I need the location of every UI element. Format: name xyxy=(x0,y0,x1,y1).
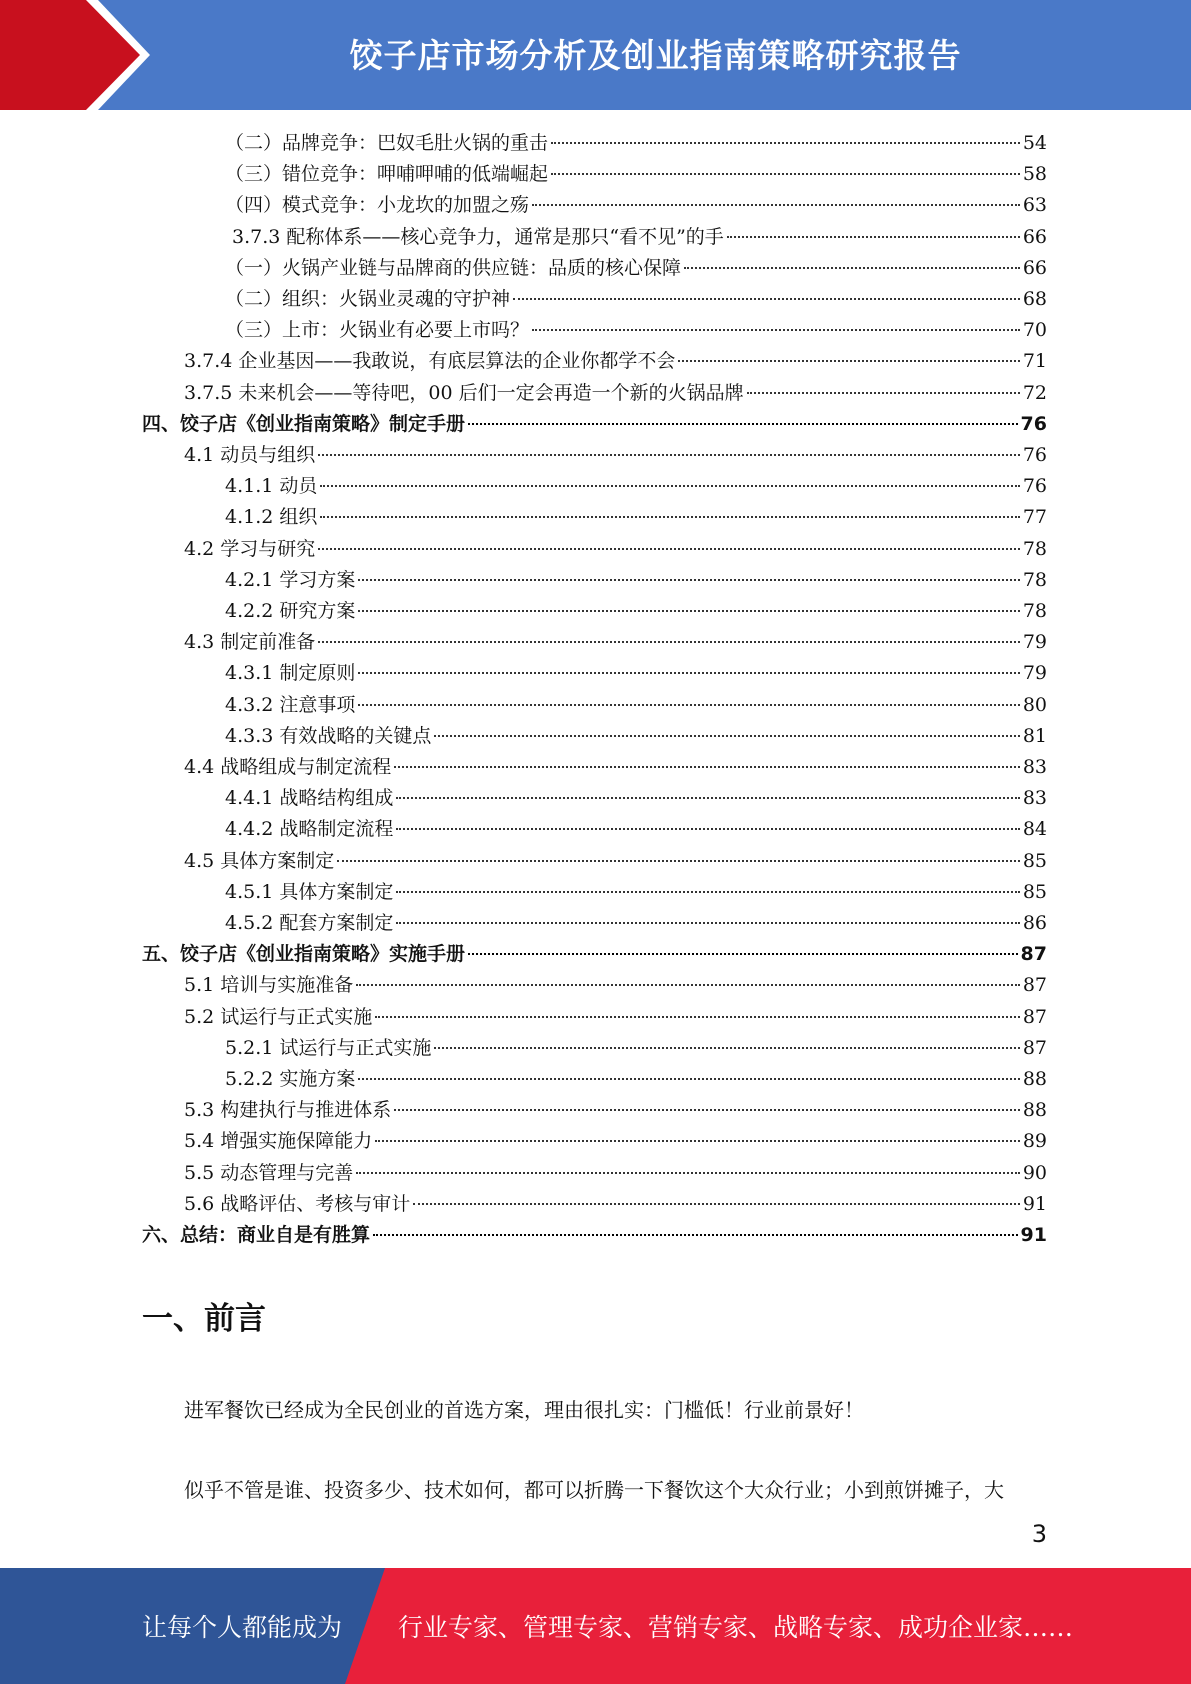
toc-leader-dots xyxy=(396,891,1019,893)
toc-entry-label: 4.3 制定前准备 xyxy=(184,631,316,654)
toc-entry[interactable] xyxy=(0,846,1047,877)
toc-entry-page: 76 xyxy=(1022,444,1047,466)
toc-entry-label: （三）错位竞争：呷哺呷哺的低端崛起 xyxy=(225,163,549,186)
toc-leader-dots xyxy=(396,797,1019,799)
toc-entry-page: 78 xyxy=(1022,568,1047,591)
toc-entry-label: （一）火锅产业链与品牌商的供应链：品质的核心保障 xyxy=(225,256,682,279)
toc-entry-page: 63 xyxy=(1022,194,1047,217)
toc-leader-dots xyxy=(358,579,1019,581)
toc-entry-page: 81 xyxy=(1022,724,1047,747)
toc-entry-label: 4.3.3 有效战略的关键点 xyxy=(225,724,432,747)
toc-entry[interactable] xyxy=(0,877,1047,908)
toc-leader-dots xyxy=(358,1078,1019,1080)
toc-entry[interactable] xyxy=(0,939,1047,970)
toc-entry-label: 4.4 战略组成与制定流程 xyxy=(184,756,392,778)
toc-entry-label: 4.3.2 注意事项 xyxy=(225,693,356,716)
toc-entry-page: 66 xyxy=(1022,225,1047,248)
toc-leader-dots xyxy=(318,641,1020,643)
toc-leader-dots xyxy=(468,423,1018,425)
toc-entry-label: （四）模式竞争：小龙坎的加盟之殇 xyxy=(225,194,530,217)
toc-entry-page: 70 xyxy=(1022,319,1047,342)
toc-entry[interactable] xyxy=(0,1126,1047,1157)
toc-entry-page: 87 xyxy=(1020,943,1047,966)
toc-entry-page: 87 xyxy=(1022,1036,1047,1059)
toc-entry-page: 78 xyxy=(1022,537,1047,560)
toc-entry-page: 79 xyxy=(1022,631,1047,654)
toc-entry-label: 4.3.1 制定原则 xyxy=(225,662,356,685)
toc-entry[interactable] xyxy=(0,471,1047,502)
toc-entry-page: 91 xyxy=(1022,1192,1047,1215)
toc-entry[interactable] xyxy=(0,1189,1047,1220)
toc-entry[interactable] xyxy=(0,440,1047,471)
toc-entry-page: 66 xyxy=(1022,256,1047,279)
toc-leader-dots xyxy=(551,173,1020,175)
page-header xyxy=(0,0,1191,110)
toc-leader-dots xyxy=(318,454,1020,456)
page-number: 3 xyxy=(1031,1520,1047,1548)
toc-leader-dots xyxy=(394,1109,1020,1111)
toc-entry[interactable] xyxy=(0,1095,1047,1126)
toc-leader-dots xyxy=(394,766,1020,768)
toc-entry[interactable] xyxy=(0,596,1047,627)
toc-entry-page: 87 xyxy=(1022,1005,1047,1028)
toc-entry[interactable] xyxy=(0,658,1047,689)
toc-leader-dots xyxy=(434,735,1019,737)
toc-entry-page: 85 xyxy=(1022,849,1047,872)
toc-leader-dots xyxy=(320,485,1019,487)
toc-leader-dots xyxy=(532,329,1020,331)
toc-leader-dots xyxy=(318,548,1020,550)
toc-entry-page: 83 xyxy=(1022,787,1047,810)
toc-leader-dots xyxy=(551,142,1020,144)
toc-entry-page: 58 xyxy=(1022,163,1047,186)
toc-entry[interactable] xyxy=(0,970,1047,1001)
toc-entry-label: 5.2.1 试运行与正式实施 xyxy=(225,1036,432,1059)
toc-entry[interactable] xyxy=(0,1002,1047,1033)
toc-entry[interactable] xyxy=(0,378,1047,409)
toc-entry-label: 4.4.2 战略制定流程 xyxy=(225,818,394,841)
toc-entry-label: 5.3 构建执行与推进体系 xyxy=(184,1099,392,1122)
toc-entry-label: 六、总结：商业自是有胜算 xyxy=(142,1224,371,1246)
toc-entry[interactable] xyxy=(0,721,1047,752)
toc-entry[interactable] xyxy=(0,1220,1047,1251)
toc-entry-label: 5.2.2 实施方案 xyxy=(225,1068,356,1090)
toc-leader-dots xyxy=(513,298,1020,300)
toc-entry-page: 85 xyxy=(1022,880,1047,903)
section-heading: 一、前言 xyxy=(142,1301,266,1337)
toc-entry-page: 88 xyxy=(1022,1099,1047,1122)
toc-entry-label: 4.2.1 学习方案 xyxy=(225,568,356,591)
toc-entry-label: 4.1.1 动员 xyxy=(225,475,318,498)
toc-entry[interactable] xyxy=(0,159,1047,190)
toc-leader-dots xyxy=(320,516,1019,518)
toc-entry[interactable] xyxy=(0,690,1047,721)
toc-leader-dots xyxy=(434,1047,1019,1049)
toc-leader-dots xyxy=(358,672,1019,674)
toc-leader-dots xyxy=(532,204,1020,206)
toc-entry-label: 五、饺子店《创业指南策略》实施手册 xyxy=(142,943,466,966)
toc-entry[interactable] xyxy=(0,346,1047,377)
toc-entry-label: 5.5 动态管理与完善 xyxy=(184,1161,354,1184)
toc-entry-page: 78 xyxy=(1022,600,1047,622)
paragraph: 似乎不管是谁、投资多少、技术如何，都可以折腾一下餐饮这个大众行业；小到煎饼摊子，大 xyxy=(184,1478,1004,1502)
footer-slogan-left: 让每个人都能成为 xyxy=(142,1613,343,1642)
toc-entry-label: 5.2 试运行与正式实施 xyxy=(184,1005,373,1028)
toc-entry-label: 4.1.2 组织 xyxy=(225,506,318,529)
toc-entry-label: 4.5 具体方案制定 xyxy=(184,849,335,872)
toc-leader-dots xyxy=(375,1016,1020,1018)
toc-leader-dots xyxy=(375,1140,1020,1142)
toc-entry-label: 4.5.1 具体方案制定 xyxy=(225,880,394,903)
toc-entry-page: 76 xyxy=(1020,412,1047,435)
toc-entry-page: 76 xyxy=(1022,475,1047,498)
toc-entry-page: 89 xyxy=(1022,1130,1047,1153)
toc-entry[interactable] xyxy=(0,627,1047,658)
toc-entry-label: 3.7.3 配称体系——核心竞争力，通常是那只“看不见”的手 xyxy=(232,225,724,248)
toc-entry[interactable] xyxy=(0,908,1047,939)
toc-leader-dots xyxy=(678,360,1019,362)
toc-leader-dots xyxy=(747,392,1020,394)
toc-leader-dots xyxy=(396,922,1019,924)
toc-leader-dots xyxy=(373,1234,1018,1236)
toc-entry-page: 88 xyxy=(1022,1068,1047,1090)
toc-entry-page: 86 xyxy=(1022,912,1047,934)
toc-leader-dots xyxy=(356,1172,1020,1174)
toc-entry-page: 91 xyxy=(1020,1224,1047,1246)
toc-leader-dots xyxy=(684,267,1020,269)
footer-slogan-right: 行业专家、管理专家、营销专家、战略专家、成功企业家…… xyxy=(398,1613,1074,1642)
toc-entry-label: 4.4.1 战略结构组成 xyxy=(225,787,394,810)
toc-entry-label: 5.4 增强实施保障能力 xyxy=(184,1130,373,1153)
toc-entry-page: 54 xyxy=(1022,132,1047,154)
toc-entry[interactable] xyxy=(0,814,1047,845)
paragraph: 进军餐饮已经成为全民创业的首选方案，理由很扎实：门槛低！行业前景好！ xyxy=(184,1398,864,1422)
toc-entry-label: 3.7.4 企业基因——我敢说，有底层算法的企业你都学不会 xyxy=(184,350,676,373)
toc-entry[interactable] xyxy=(0,752,1047,783)
toc-entry-page: 80 xyxy=(1022,693,1047,716)
toc-entry-page: 83 xyxy=(1022,756,1047,778)
toc-entry[interactable] xyxy=(0,783,1047,814)
toc-entry[interactable] xyxy=(0,534,1047,565)
toc-entry-page: 84 xyxy=(1022,818,1047,841)
toc-entry-label: （二）组织：火锅业灵魂的守护神 xyxy=(225,288,511,310)
toc-entry-label: 4.2.2 研究方案 xyxy=(225,600,356,622)
toc-entry[interactable] xyxy=(0,190,1047,221)
toc-entry[interactable] xyxy=(0,128,1047,159)
toc-entry-page: 79 xyxy=(1022,662,1047,685)
toc-entry-label: 5.1 培训与实施准备 xyxy=(184,974,354,997)
toc-entry[interactable] xyxy=(0,315,1047,346)
toc-entry-page: 87 xyxy=(1022,974,1047,997)
toc-entry[interactable] xyxy=(0,502,1047,533)
toc-leader-dots xyxy=(396,828,1019,830)
toc-leader-dots xyxy=(413,1203,1020,1205)
toc-entry-label: 3.7.5 未来机会——等待吧，00 后们一定会再造一个新的火锅品牌 xyxy=(184,381,744,404)
toc-entry-page: 90 xyxy=(1022,1161,1047,1184)
toc-entry-label: 5.6 战略评估、考核与审计 xyxy=(184,1192,411,1215)
toc-entry-label: 四、饺子店《创业指南策略》制定手册 xyxy=(142,412,466,435)
toc-entry-label: （二）品牌竞争：巴奴毛肚火锅的重击 xyxy=(225,132,549,154)
toc-entry-label: （三）上市：火锅业有必要上市吗？ xyxy=(225,319,530,342)
toc-entry-label: 4.5.2 配套方案制定 xyxy=(225,912,394,934)
toc-entry[interactable] xyxy=(0,565,1047,596)
toc-entry[interactable] xyxy=(0,253,1047,284)
toc-entry[interactable] xyxy=(0,1033,1047,1064)
toc-leader-dots xyxy=(356,984,1020,986)
toc-entry-page: 72 xyxy=(1022,381,1047,404)
toc-leader-dots xyxy=(358,704,1019,706)
toc-entry-label: 4.1 动员与组织 xyxy=(184,444,316,466)
toc-leader-dots xyxy=(358,610,1019,612)
toc-entry[interactable] xyxy=(0,222,1047,253)
toc-leader-dots xyxy=(727,236,1020,238)
toc-entry-page: 68 xyxy=(1022,288,1047,310)
toc-entry[interactable] xyxy=(0,284,1047,315)
toc-entry[interactable] xyxy=(0,1064,1047,1095)
toc-leader-dots xyxy=(468,953,1018,955)
toc-entry-page: 71 xyxy=(1022,350,1047,373)
page-footer xyxy=(0,1568,1191,1684)
toc-leader-dots xyxy=(337,860,1020,862)
toc-entry-page: 77 xyxy=(1022,506,1047,529)
toc-entry-label: 4.2 学习与研究 xyxy=(184,537,316,560)
toc-entry[interactable] xyxy=(0,409,1047,440)
toc-entry[interactable] xyxy=(0,1158,1047,1189)
report-title: 饺子店市场分析及创业指南策略研究报告 xyxy=(349,36,962,75)
